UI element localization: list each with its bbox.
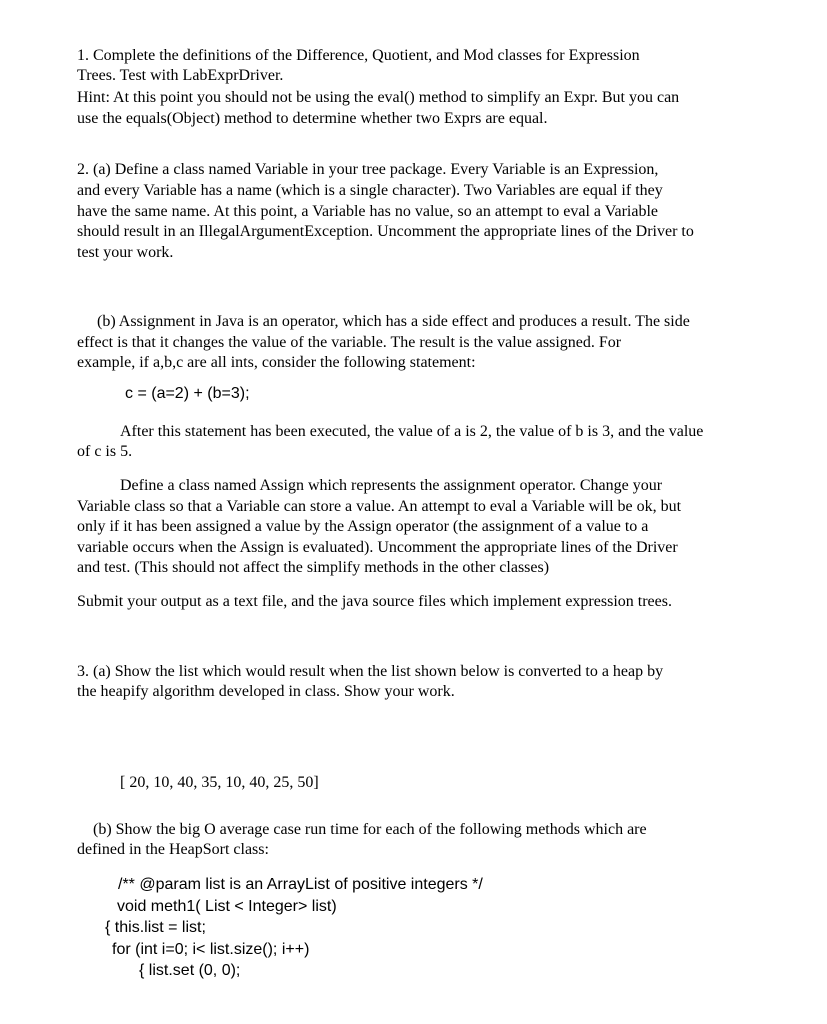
q2a-line-1: 2. (a) Define a class named Variable in your tree package. Every Variable is an Expression, xyxy=(77,161,659,178)
q2a-line-3: have the same name. At this point, a Variable has no value, so an attempt to eval a Variable xyxy=(77,203,659,220)
q1-line-1: 1. Complete the definitions of the Difference, Quotient, and Mod classes for Expression xyxy=(77,47,640,64)
q3b-code-line-1: /** @param list is an ArrayList of positive integers */ xyxy=(118,876,483,893)
q2b-code-statement: c = (a=2) + (b=3); xyxy=(125,385,250,402)
q1-line-2: Trees. Test with LabExprDriver. xyxy=(77,67,284,84)
q2b-define-line-2: Variable class so that a Variable can store a value. An attempt to eval a Variable will be ok, but xyxy=(77,498,682,515)
q3b-line-2: defined in the HeapSort class: xyxy=(77,841,269,858)
q3b-code-line-3: { this.list = list; xyxy=(105,919,206,936)
q3a-line-1: 3. (a) Show the list which would result when the list shown below is converted to a heap by xyxy=(77,663,664,680)
q2a-line-4: should result in an IllegalArgumentException. Uncomment the appropriate lines of the Driver to xyxy=(77,223,694,240)
q2b-define-line-1: Define a class named Assign which represents the assignment operator. Change your xyxy=(120,477,663,494)
q1-hint-line-1: Hint: At this point you should not be using the eval() method to simplify an Expr. But you can xyxy=(77,89,680,106)
q2a-line-5: test your work. xyxy=(77,244,174,261)
q2b-define-line-3: only if it has been assigned a value by the Assign operator (the assignment of a value to a xyxy=(77,518,649,535)
q2b-intro-line-3: example, if a,b,c are all ints, consider the following statement: xyxy=(77,354,476,371)
q3b-code-line-2: void meth1( List < Integer> list) xyxy=(117,898,337,915)
q2b-submit-line: Submit your output as a text file, and the java source files which implement expression trees. xyxy=(77,593,672,610)
q2b-after-line-2: of c is 5. xyxy=(77,443,133,460)
q3a-heap-list: [ 20, 10, 40, 35, 10, 40, 25, 50] xyxy=(120,774,319,791)
q2b-after-line-1: After this statement has been executed, the value of a is 2, the value of b is 3, and the value xyxy=(120,423,704,440)
q2b-define-line-5: and test. (This should not affect the simplify methods in the other classes) xyxy=(77,559,550,576)
q2b-define-line-4: variable occurs when the Assign is evaluated). Uncomment the appropriate lines of the Driver xyxy=(77,539,678,556)
q3b-line-1: (b) Show the big O average case run time for each of the following methods which are xyxy=(93,821,647,838)
q2b-intro-line-1: (b) Assignment in Java is an operator, which has a side effect and produces a result. The side xyxy=(97,313,690,330)
q1-hint-line-2: use the equals(Object) method to determine whether two Exprs are equal. xyxy=(77,110,548,127)
q3b-code-line-5: { list.set (0, 0); xyxy=(139,962,241,979)
q2b-intro-line-2: effect is that it changes the value of the variable. The result is the value assigned. For xyxy=(77,334,622,351)
q3a-line-2: the heapify algorithm developed in class. Show your work. xyxy=(77,683,455,700)
q2a-line-2: and every Variable has a name (which is a single character). Two Variables are equal if they xyxy=(77,182,663,199)
q3b-code-line-4: for (int i=0; i< list.size(); i++) xyxy=(112,941,310,958)
